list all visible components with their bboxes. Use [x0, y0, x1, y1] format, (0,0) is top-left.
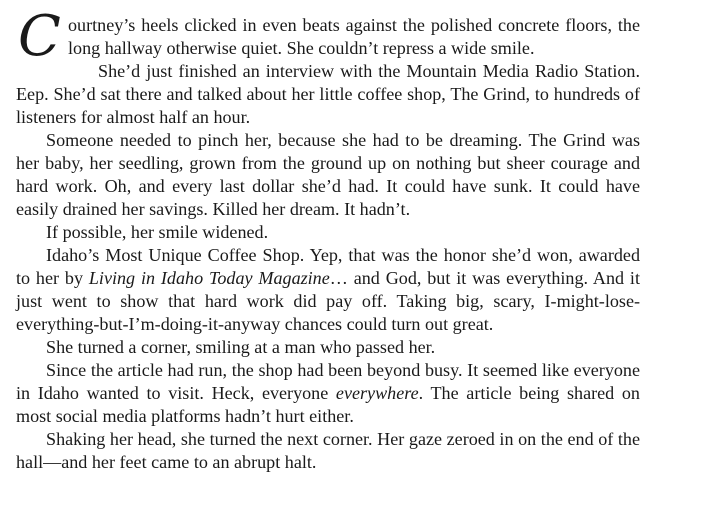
book-page — [16, 4, 640, 474]
paragraph-3 — [16, 129, 640, 221]
paragraph-2 — [16, 60, 640, 129]
paragraph-text-after: … and God, but it was everything. And it just went to show that hard work did pay off. Taking big, scary, I-might-lose-everything-but-I’m-doing-it-anyway chances could turn out great. — [16, 268, 640, 334]
drop-cap: C — [18, 4, 61, 69]
paragraph-1 — [16, 4, 640, 69]
paragraph-5 — [16, 244, 640, 336]
magazine-title: Living in Idaho Today Magazine — [88, 268, 330, 288]
paragraph-text-before: Since the article had run, the shop had been beyond busy. It seemed like everyone in Idaho wanted to visit. Heck, everyone — [16, 360, 640, 403]
paragraph-4 — [16, 221, 640, 244]
paragraph-text-before: Idaho’s Most Unique Coffee Shop. Yep, that was the honor she’d won, awarded to her by — [16, 245, 640, 288]
paragraph-8 — [16, 428, 640, 474]
paragraph-text: Someone needed to pinch her, because she had to be dreaming. The Grind was her baby, her seedling, grown from the ground up on nothing but sheer courage and hard work. Oh, and every last dollar she’d had. It could have sunk. It could have easily drained her savings. Killed her dream. It hadn’t. — [16, 130, 640, 219]
paragraph-text: She’d just finished an interview with the Mountain Media Radio Station. Eep. She’d sat there and talked about her little coffee shop, The Grind, to hundreds of listeners for almost half an hour. — [16, 61, 640, 127]
paragraph-7 — [16, 359, 640, 428]
paragraph-text: She turned a corner, smiling at a man who passed her. — [46, 337, 436, 357]
paragraph-text: ourtney’s heels clicked in even beats against the polished concrete floors, the long hallway otherwise quiet. She couldn’t repress a wide smile. — [68, 15, 640, 58]
paragraph-text-after: . The article being shared on most social media platforms hadn’t hurt either. — [16, 383, 640, 426]
paragraph-6 — [16, 336, 640, 359]
emphasis-text: everywhere — [335, 383, 419, 403]
paragraph-text: If possible, her smile widened. — [46, 222, 269, 242]
paragraph-text: Shaking her head, she turned the next corner. Her gaze zeroed in on the end of the hall—and her feet came to an abrupt halt. — [16, 429, 640, 472]
